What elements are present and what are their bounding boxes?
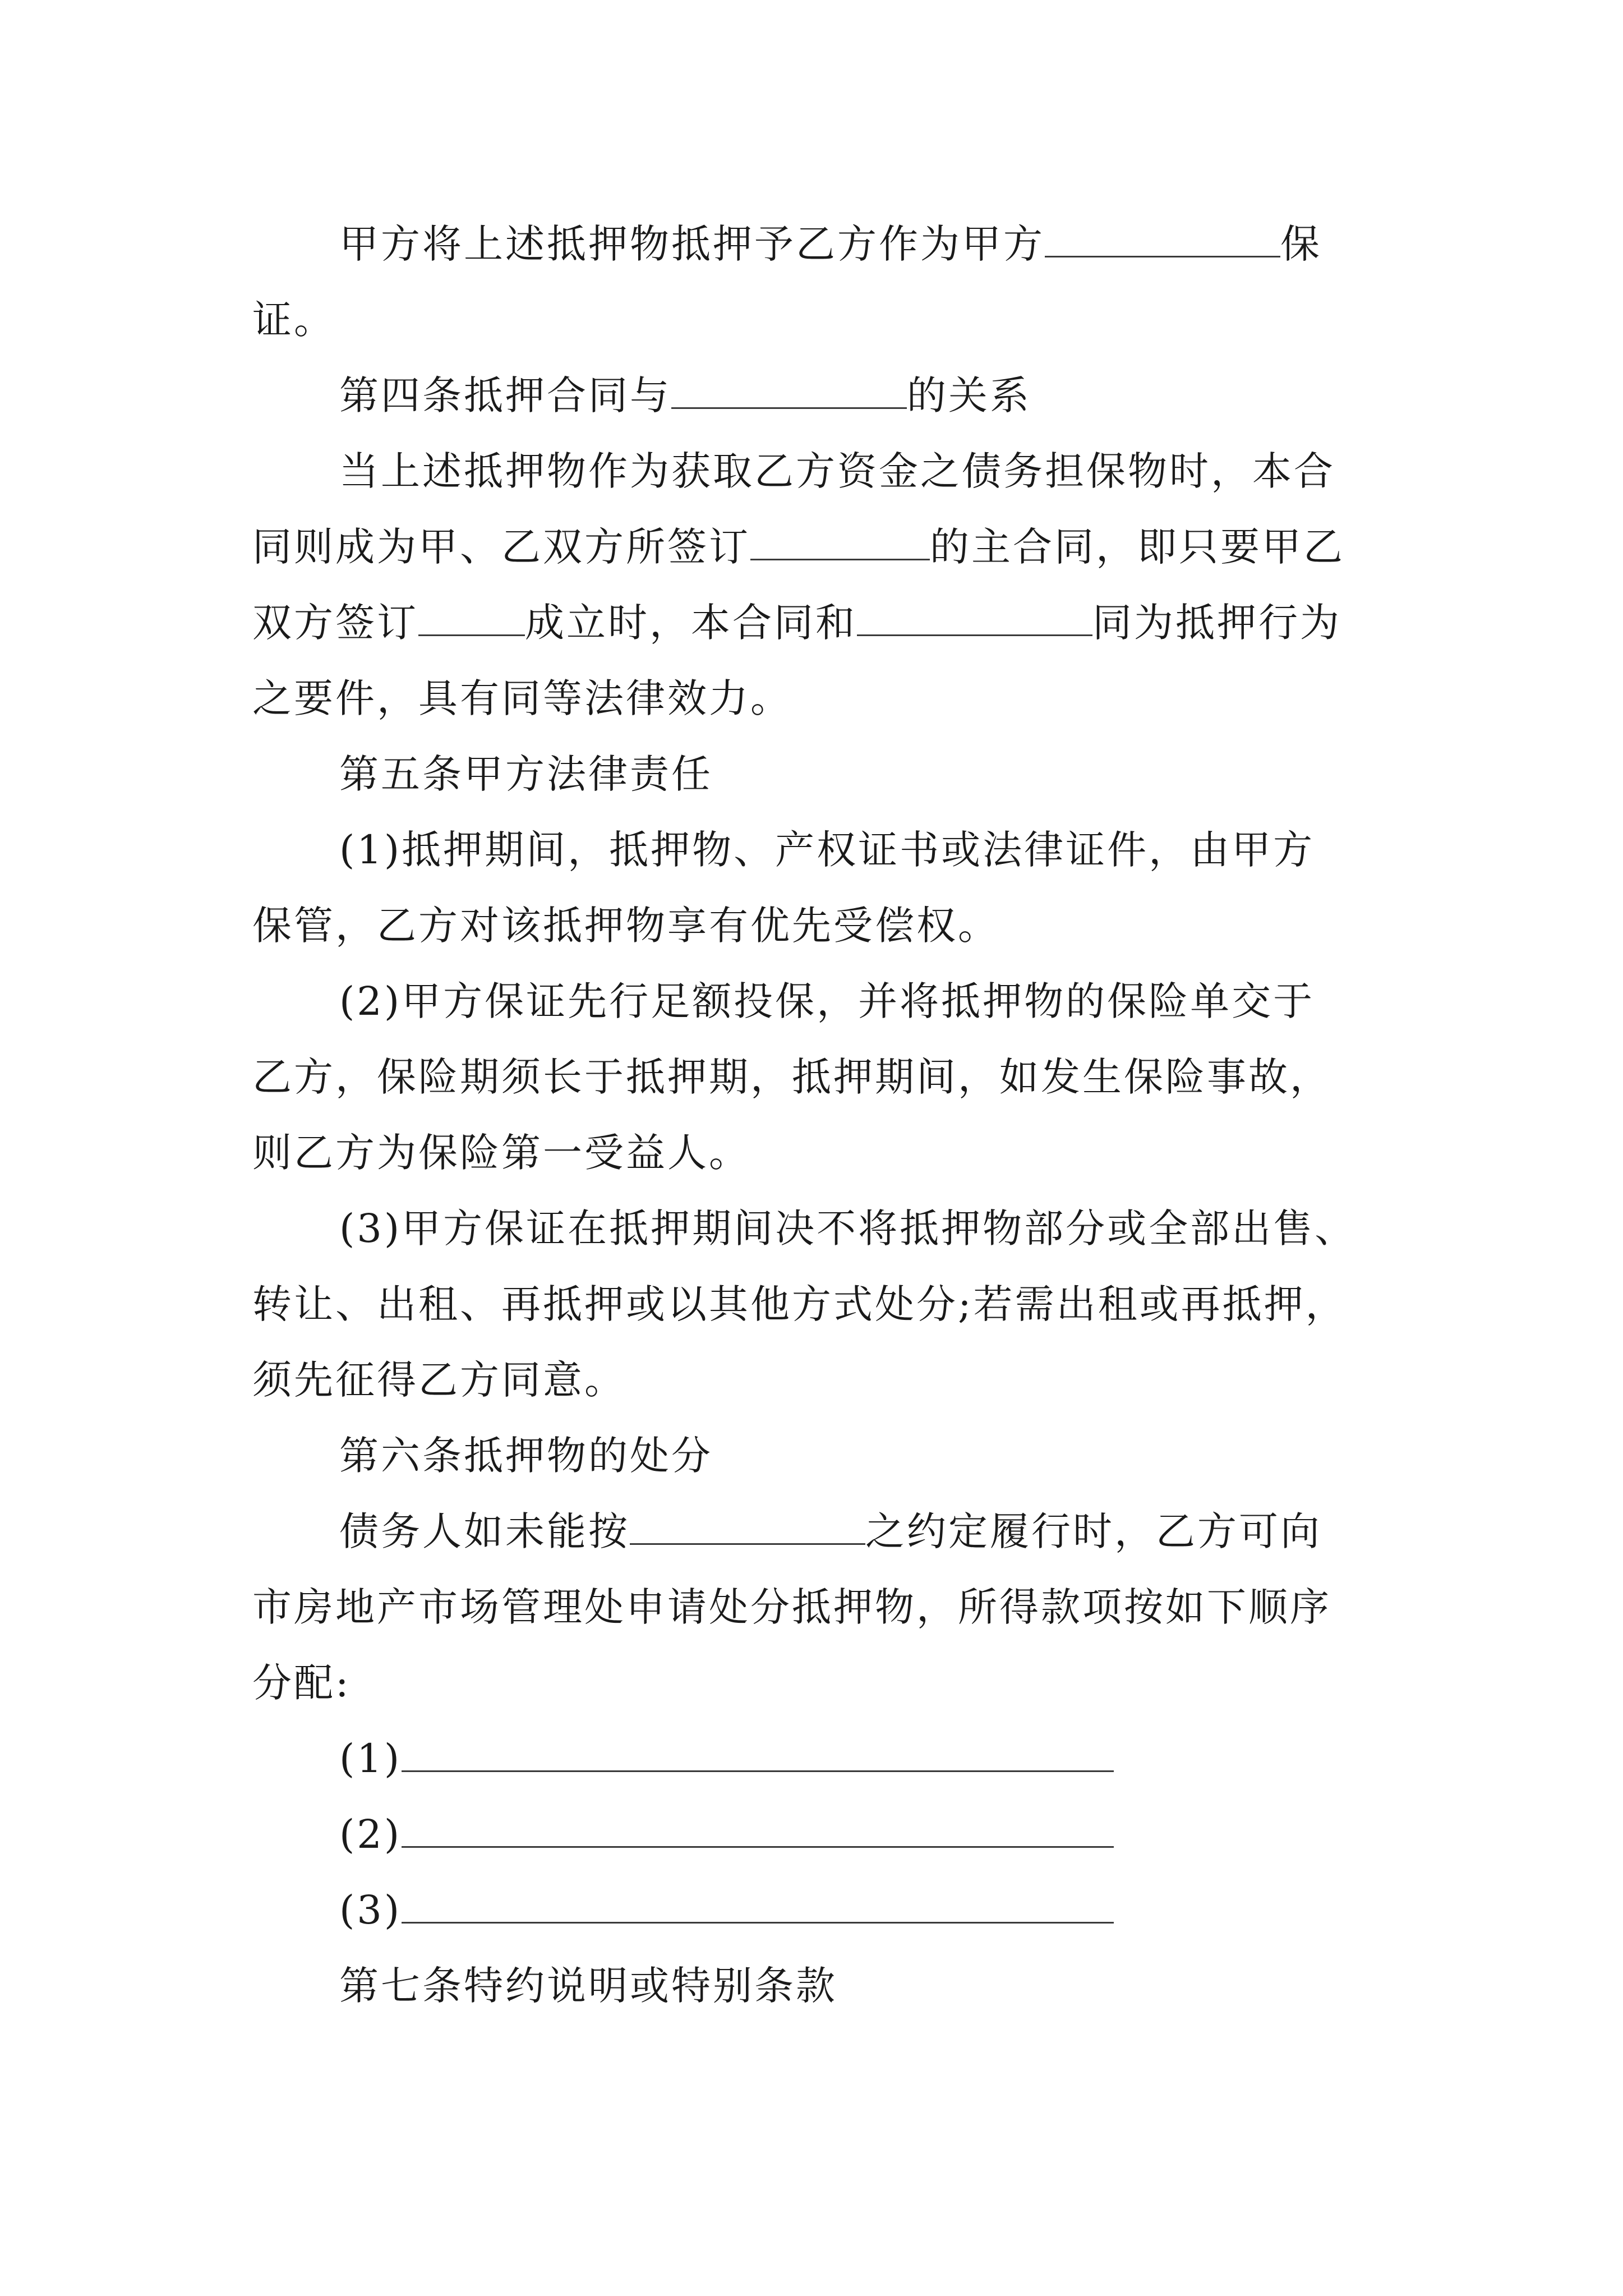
article-5-title xyxy=(339,746,1461,802)
paragraph-guarantee-line1 xyxy=(339,216,1461,272)
article-5-item3-line3 xyxy=(252,1352,1374,1408)
text: 第七条特约说明或特别条款 xyxy=(339,1963,837,2009)
text: 之要件，具有同等法律效力。 xyxy=(252,675,792,721)
text: 须先征得乙方同意。 xyxy=(252,1357,626,1403)
article-4-line4 xyxy=(252,670,1374,726)
article-6-line3 xyxy=(252,1655,1374,1711)
text: 保管，乙方对该抵押物享有优先受偿权。 xyxy=(252,903,999,949)
article-6-title xyxy=(339,1428,1461,1484)
text: 的关系 xyxy=(907,372,1031,418)
text: 转让、出租、再抵押或以其他方式处分;若需出租或再抵押， xyxy=(252,1281,1347,1327)
fill-blank[interactable] xyxy=(402,1809,1114,1848)
article-6-line1 xyxy=(339,1503,1461,1559)
text: 双方签订 xyxy=(252,600,418,646)
text: 市房地产市场管理处申请处分抵押物，所得款项按如下顺序 xyxy=(252,1584,1331,1630)
text: 第六条抵押物的处分 xyxy=(339,1433,713,1479)
article-5-item2-line2 xyxy=(252,1049,1374,1105)
text: 的主合同，即只要甲乙 xyxy=(930,524,1345,570)
text: (2)甲方保证先行足额投保，并将抵押物的保险单交于 xyxy=(339,978,1315,1024)
article-7-title xyxy=(339,1958,1461,2014)
article-6-line2 xyxy=(252,1579,1374,1635)
text: 则乙方为保险第一受益人。 xyxy=(252,1130,750,1176)
text: 分配: xyxy=(252,1660,351,1706)
text: 乙方，保险期须长于抵押期，抵押期间，如发生保险事故， xyxy=(252,1054,1331,1100)
article-4-line2 xyxy=(252,519,1374,575)
distribution-item-2 xyxy=(339,1806,1461,1862)
text: 之约定履行时，乙方可向 xyxy=(865,1508,1322,1554)
text: 同为抵押行为 xyxy=(1092,600,1341,646)
distribution-item-1 xyxy=(339,1731,1461,1787)
article-4-line1 xyxy=(339,443,1461,499)
item-number: (1) xyxy=(339,1736,402,1782)
text: 同则成为甲、乙双方所签订 xyxy=(252,524,750,570)
text: 第四条抵押合同与 xyxy=(339,372,671,418)
text: 保 xyxy=(1280,221,1322,267)
text: 当上述抵押物作为获取乙方资金之债务担保物时，本合 xyxy=(339,448,1335,494)
fill-blank[interactable] xyxy=(402,1885,1114,1924)
article-5-item3-line1 xyxy=(339,1200,1461,1257)
text: 成立时，本合同和 xyxy=(525,600,857,646)
text: (3)甲方保证在抵押期间决不将抵押物部分或全部出售、 xyxy=(339,1205,1357,1251)
article-4-title xyxy=(339,367,1461,424)
text: 债务人如未能按 xyxy=(339,1508,630,1554)
item-number: (3) xyxy=(339,1887,402,1933)
article-4-line3 xyxy=(252,595,1374,651)
article-5-item1-line2 xyxy=(252,898,1374,954)
fill-blank[interactable] xyxy=(402,1733,1114,1772)
fill-blank[interactable] xyxy=(630,1506,865,1545)
article-5-item2-line1 xyxy=(339,973,1461,1029)
distribution-item-3 xyxy=(339,1882,1461,1938)
article-5-item2-line3 xyxy=(252,1125,1374,1181)
text: 甲方将上述抵押物抵押予乙方作为甲方 xyxy=(339,221,1045,267)
fill-blank[interactable] xyxy=(671,370,907,409)
fill-blank[interactable] xyxy=(750,522,930,560)
paragraph-guarantee-line2 xyxy=(252,292,1374,348)
text: 证。 xyxy=(252,297,335,343)
article-5-item3-line2 xyxy=(252,1276,1374,1332)
item-number: (2) xyxy=(339,1811,402,1857)
fill-blank[interactable] xyxy=(418,597,525,636)
fill-blank[interactable] xyxy=(857,597,1092,636)
fill-blank[interactable] xyxy=(1045,219,1280,257)
text: (1)抵押期间，抵押物、产权证书或法律证件，由甲方 xyxy=(339,827,1315,873)
text: 第五条甲方法律责任 xyxy=(339,751,713,797)
article-5-item1-line1 xyxy=(339,822,1461,878)
